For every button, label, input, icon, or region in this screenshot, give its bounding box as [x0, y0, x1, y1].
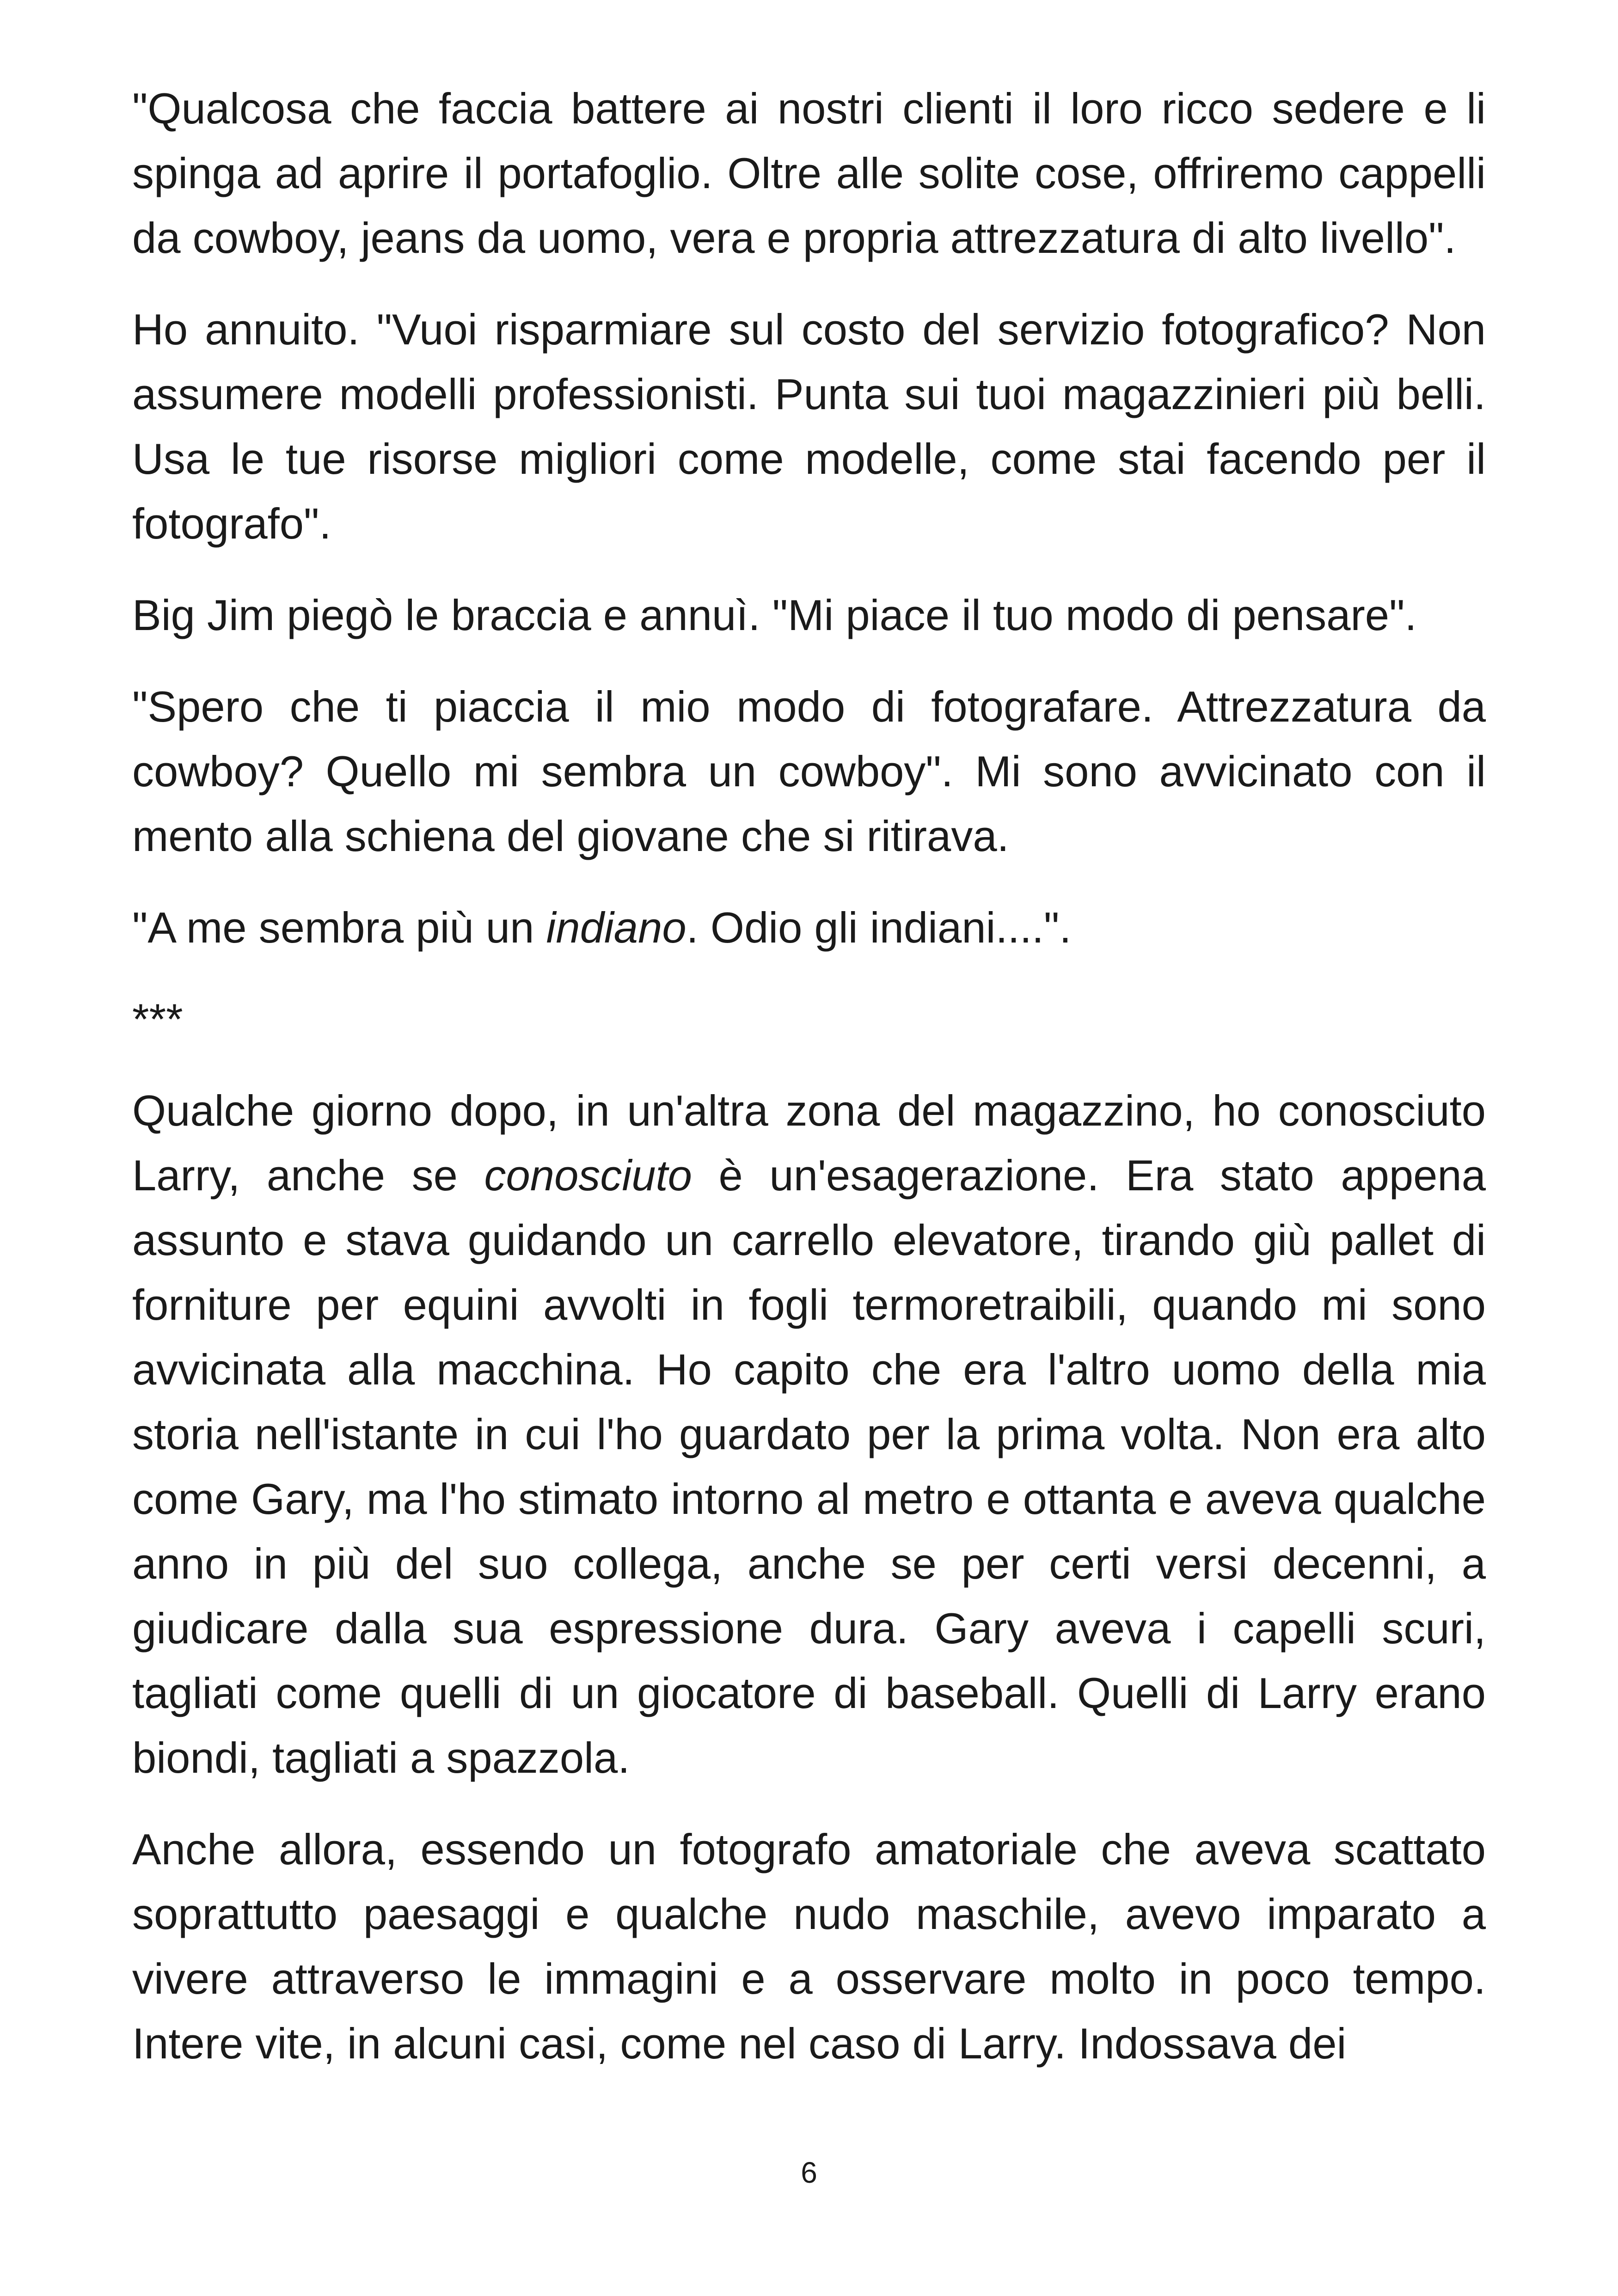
- paragraph-text: Anche allora, essendo un fotografo amatoriale che aveva scattato soprattutto paesaggi e qualche nudo maschile, avevo imparato a vivere attraverso le immagini e a osservare molto in poco tempo. Intere vite, in alcuni casi, come nel caso di Larry. Indossava dei: [132, 1825, 1486, 2068]
- paragraph: [132, 1817, 1486, 2076]
- section-separator: [132, 987, 1486, 1052]
- separator-text: ***: [132, 995, 183, 1043]
- paragraph-text: "Spero che ti piaccia il mio modo di fotografare. Attrezzatura da cowboy? Quello mi sembra un cowboy". Mi sono avvicinato con il mento alla schiena del giovane che si ritirava.: [132, 682, 1486, 860]
- paragraph: [132, 895, 1486, 960]
- paragraph-text: Big Jim piegò le braccia e annuì. "Mi piace il tuo modo di pensare".: [132, 591, 1417, 639]
- page-number: 6: [801, 2156, 817, 2189]
- paragraph: [132, 674, 1486, 869]
- paragraph-text: "A me sembra più un: [132, 903, 546, 952]
- page-body: [132, 76, 1486, 2103]
- italic-text: conosciuto: [484, 1151, 692, 1200]
- paragraph-text: Ho annuito. "Vuoi risparmiare sul costo del servizio fotografico? Non assumere modelli professionisti. Punta sui tuoi magazzinieri più belli. Usa le tue risorse migliori come modelle, come stai facendo per il fotografo".: [132, 305, 1486, 548]
- paragraph: [132, 583, 1486, 648]
- italic-text: indiano: [546, 903, 686, 952]
- paragraph: [132, 297, 1486, 556]
- paragraph-text: Qualche giorno dopo, in un'altra zona del magazzino, ho conosciuto Larry, anche se: [132, 1086, 1486, 1200]
- paragraph-text: . Odio gli indiani....".: [686, 903, 1072, 952]
- paragraph: [132, 1078, 1486, 1790]
- paragraph-text: è un'esagerazione. Era stato appena assunto e stava guidando un carrello elevatore, tirando giù pallet di forniture per equini avvolti in fogli termoretraibili, quando mi sono avvicinata alla macchina. Ho capito che era l'altro uomo della mia storia nell'istante in cui l'ho guardato per la prima volta. Non era alto come Gary, ma l'ho stimato intorno al metro e ottanta e aveva qualche anno in più del suo collega, anche se per certi versi decenni, a giudicare dalla sua espressione dura. Gary aveva i capelli scuri, tagliati come quelli di un giocatore di baseball. Quelli di Larry erano biondi, tagliati a spazzola.: [132, 1151, 1486, 1782]
- paragraph-text: "Qualcosa che faccia battere ai nostri clienti il loro ricco sedere e li spinga ad aprire il portafoglio. Oltre alle solite cose, offriremo cappelli da cowboy, jeans da uomo, vera e propria attrezzatura di alto livello".: [132, 84, 1486, 262]
- paragraph: [132, 76, 1486, 270]
